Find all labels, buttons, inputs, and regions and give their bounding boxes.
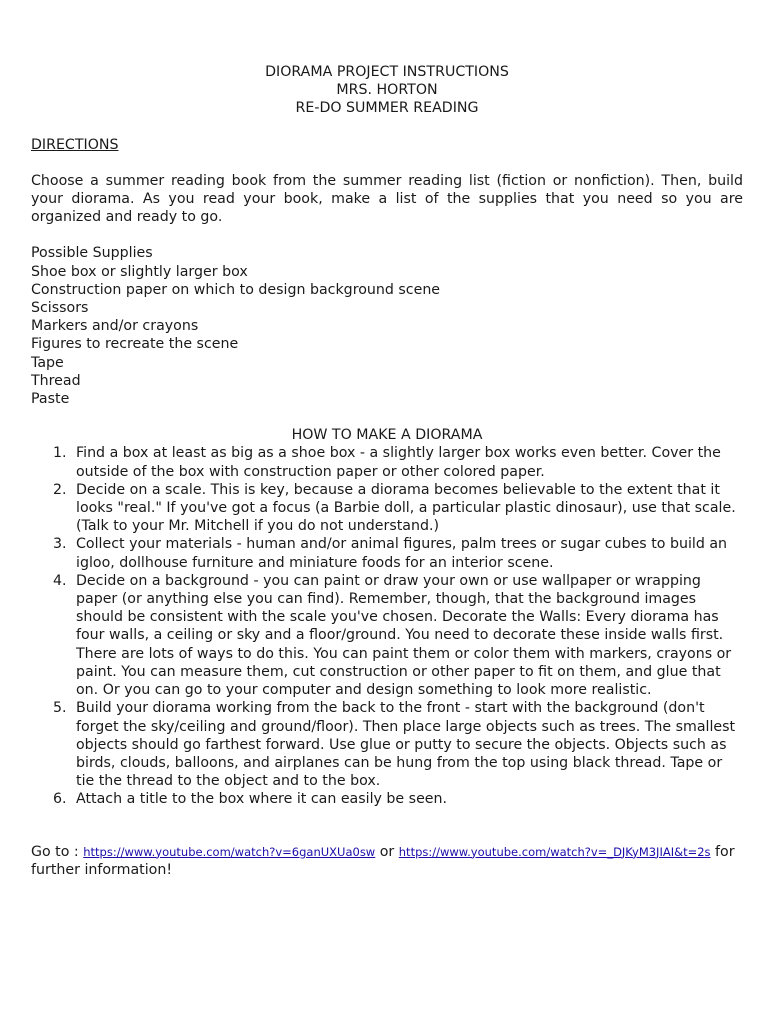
howto-steps-list — [31, 444, 743, 808]
step-number: 2. — [53, 481, 67, 498]
howto-step — [31, 572, 743, 699]
step-number: 3. — [53, 536, 67, 553]
howto-step — [31, 481, 743, 536]
step-text: Build your diorama working from the back to the front - start with the background (don't forget the sky/ceiling and ground/floor). Then place large objects such as trees. The smallest objects should go farthest forward. Use glue or putty to secure the objects. Objects such as birds, clouds, balloons, and airplanes can be hung from the top using black thread. Tape or tie the thread to the object and to the box. — [76, 700, 736, 790]
intro-paragraph: Choose a summer reading book from the summer reading list (fiction or nonfiction). Then, build your diorama. As you read your book, make a list of the supplies that you need so you are organized and ready to go. — [31, 172, 743, 226]
goto-prefix: Go to : — [31, 843, 84, 860]
supply-item: Shoe box or slightly larger box — [31, 263, 248, 280]
step-number: 4. — [53, 572, 67, 589]
howto-step — [31, 444, 743, 480]
supply-item: Figures to recreate the scene — [31, 336, 239, 353]
supply-item: Thread — [31, 372, 81, 389]
supply-item: Paste — [31, 391, 70, 408]
step-text: Collect your materials - human and/or animal figures, palm trees or sugar cubes to build an igloo, dollhouse furniture and miniature foods for an interior scene. — [76, 536, 728, 571]
supplies-list — [31, 244, 743, 408]
title-line-1: DIORAMA PROJECT INSTRUCTIONS — [265, 64, 509, 80]
supply-item: Tape — [31, 354, 64, 371]
step-text: Attach a title to the box where it can easily be seen. — [76, 791, 448, 808]
step-text: Find a box at least as big as a shoe box - a slightly larger box works even better. Cover the outside of the box with construction paper or other colored paper. — [76, 445, 721, 480]
document-title — [31, 63, 743, 118]
howto-step — [31, 699, 743, 790]
title-line-2: MRS. HORTON — [336, 82, 438, 99]
goto-suffix: for further information! — [31, 843, 735, 878]
youtube-link-2[interactable]: https://www.youtube.com/watch?v=_DJKyM3JIAI&t=2s — [398, 844, 711, 859]
supply-item: Markers and/or crayons — [31, 318, 199, 335]
supply-item: Construction paper on which to design background scene — [31, 281, 441, 298]
step-text: Decide on a scale. This is key, because a diorama becomes believable to the extent that it looks "real." If you've got a focus (a Barbie doll, a particular plastic dinosaur), use that scale. (Talk to your Mr. Mitchell if you do not understand.) — [76, 481, 736, 535]
howto-step — [31, 535, 743, 571]
howto-heading: HOW TO MAKE A DIORAMA — [291, 427, 483, 444]
step-number: 5. — [53, 700, 67, 717]
document-page — [31, 63, 743, 879]
step-number: 1. — [53, 445, 67, 462]
supplies-heading: Possible Supplies — [31, 245, 153, 262]
further-info-paragraph — [31, 843, 743, 879]
title-line-3: RE-DO SUMMER READING — [295, 100, 479, 117]
goto-or: or — [375, 843, 399, 860]
directions-heading: DIRECTIONS — [31, 136, 119, 153]
step-number: 6. — [53, 791, 67, 808]
youtube-link-1[interactable]: https://www.youtube.com/watch?v=6ganUXUa0sw — [83, 844, 376, 859]
step-text: Decide on a background - you can paint or draw your own or use wallpaper or wrapping paper (or anything else you can find). Remember, though, that the background images should be consistent with the scale you've chosen. Decorate the Walls: Every diorama has four walls, a ceiling or sky and a floor/ground. You need to decorate these inside walls first. There are lots of ways to do this. You can paint them or color them with markers, crayons or paint. You can measure them, cut construction or other paper to fit on them, and glue that on. Or you can go to your computer and design something to look more realistic. — [76, 572, 732, 699]
howto-step — [31, 790, 743, 808]
supply-item: Scissors — [31, 300, 89, 317]
